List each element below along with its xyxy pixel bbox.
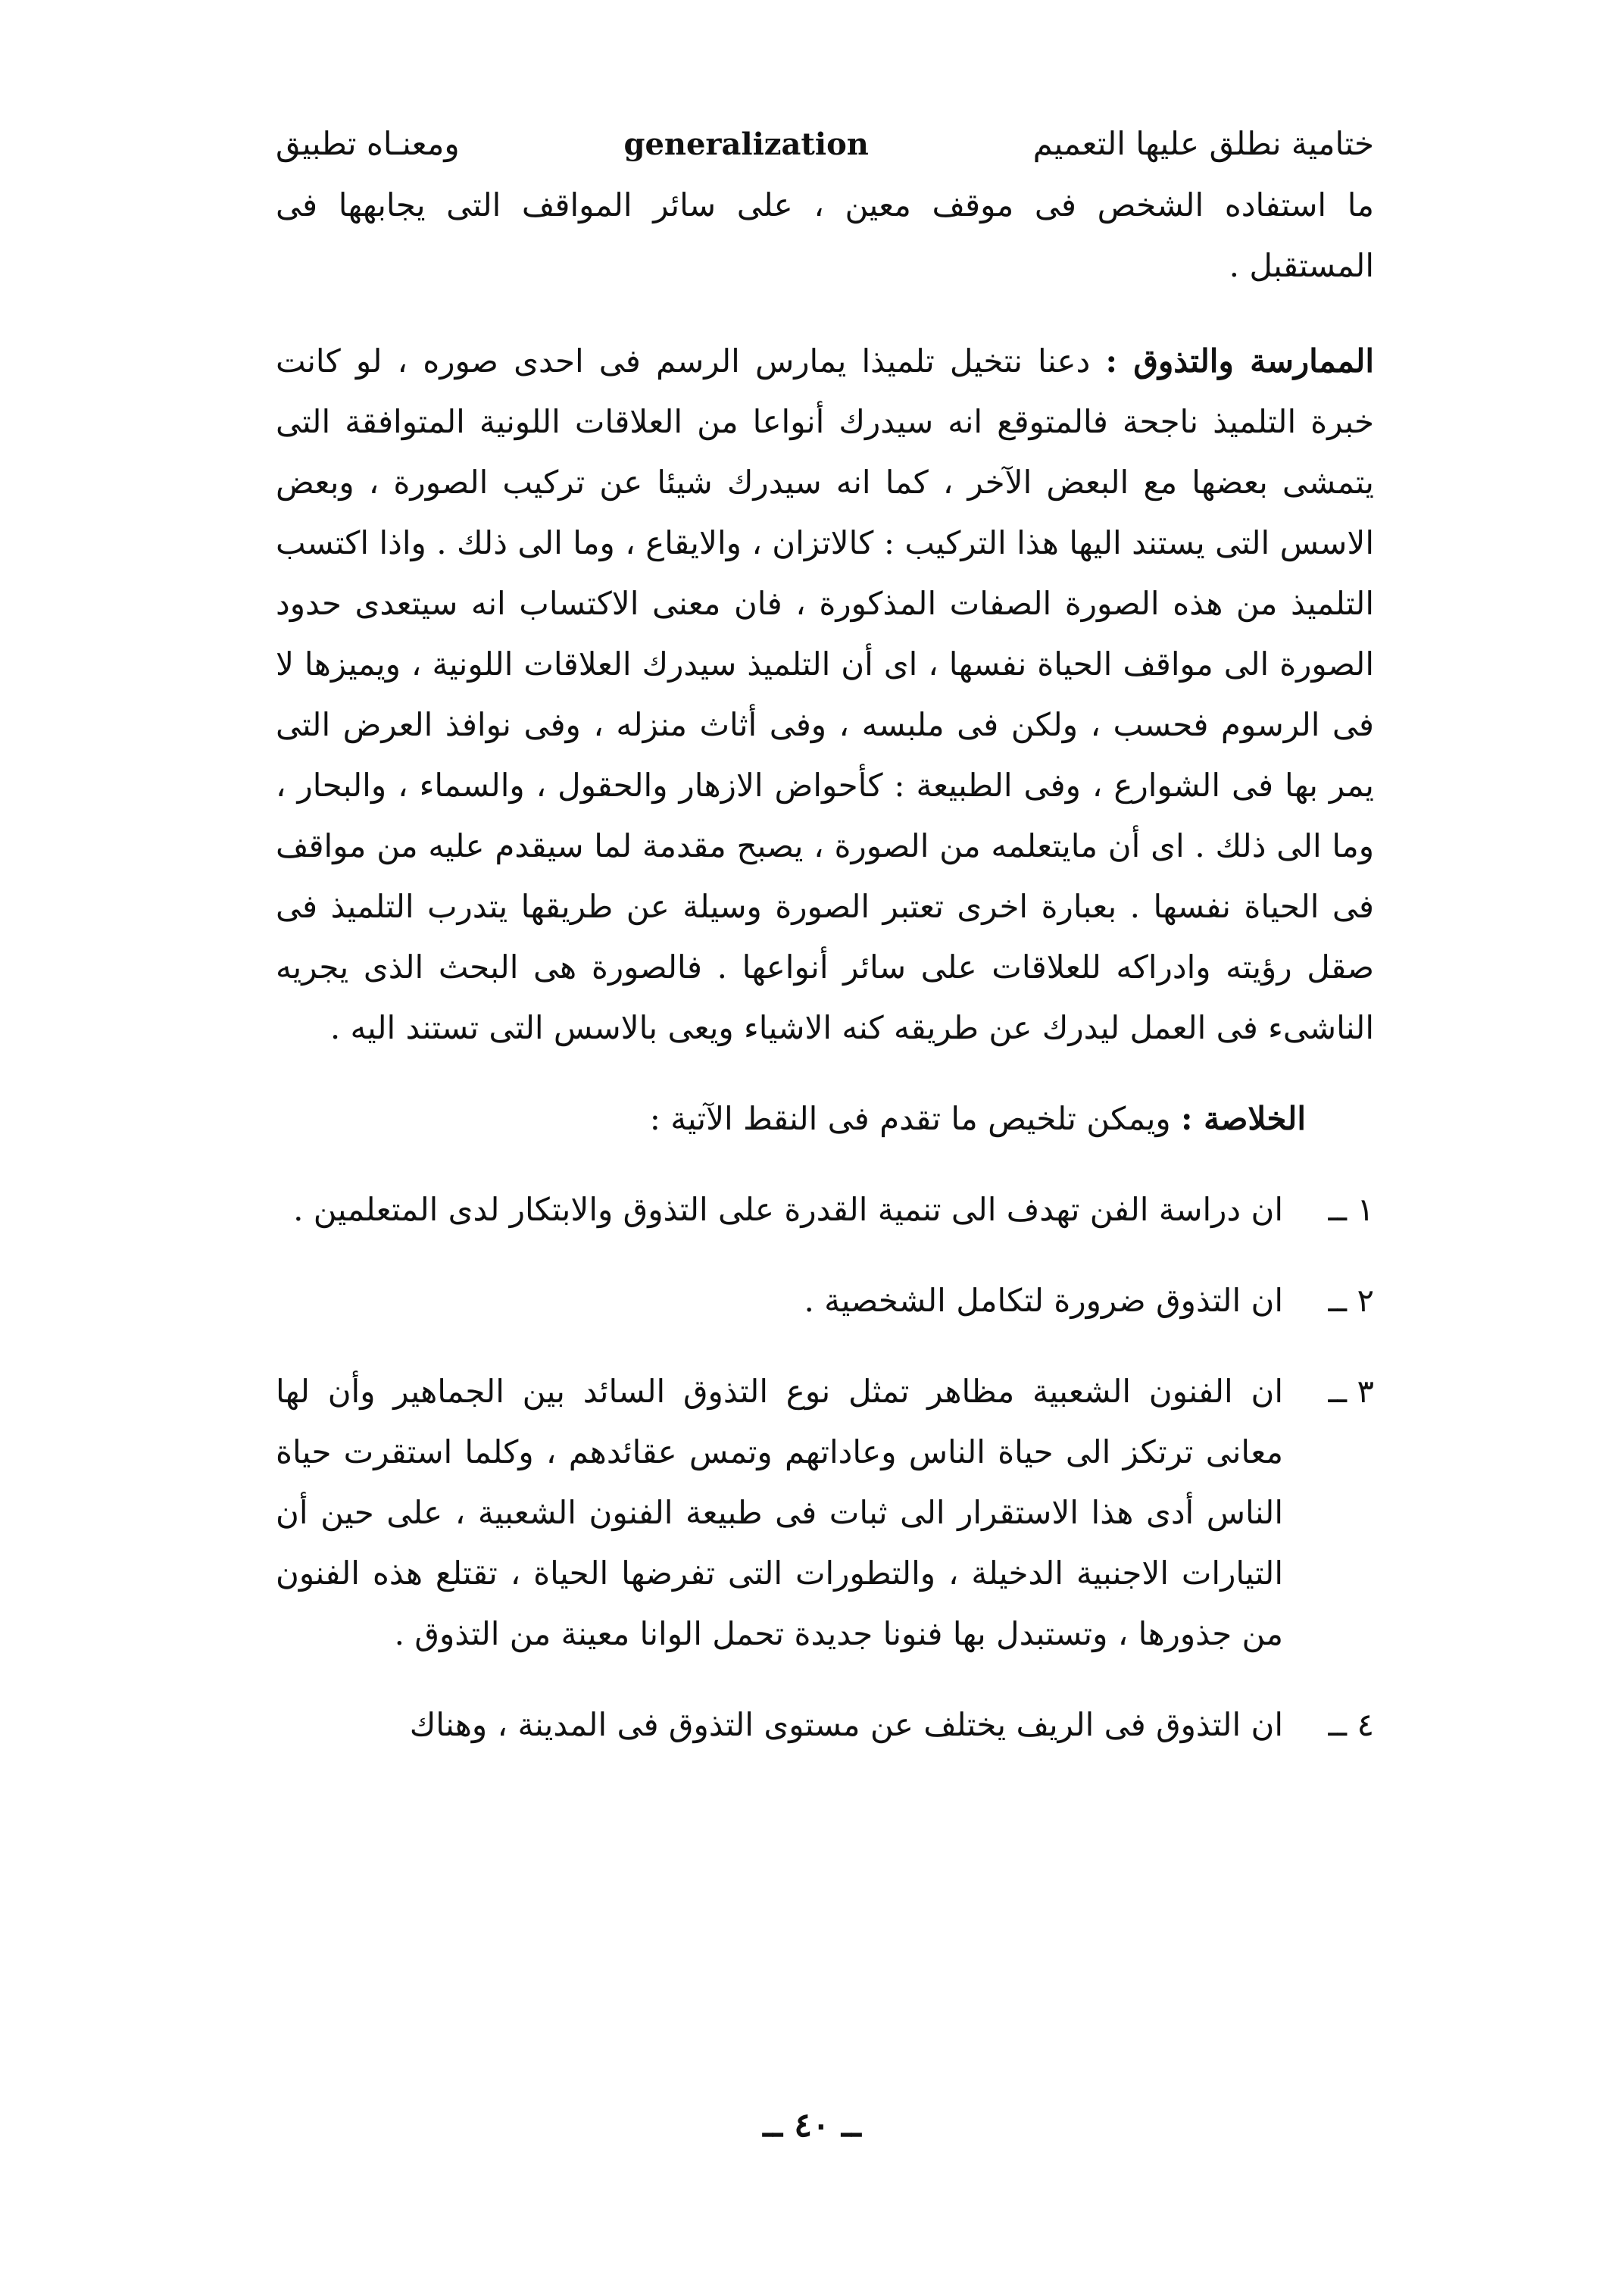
list-item [276, 1361, 1374, 1664]
paragraph-generalization [276, 114, 1374, 296]
list-item [276, 1270, 1374, 1331]
list-item-number: ٣ ــ [1328, 1373, 1374, 1410]
paragraph-continuation: ما استفاده الشخص فى موقف معين ، على سائر المواقف التى يجابهها فى المستقبل . [276, 186, 1374, 284]
list-item-number: ٢ ــ [1328, 1282, 1374, 1319]
summary-intro-text: ويمكن تلخيص ما تقدم فى النقط الآتية : [649, 1100, 1171, 1137]
list-item-number: ١ ــ [1328, 1191, 1374, 1228]
paragraph-first-line [276, 114, 1374, 175]
paragraph-practice-and-taste [276, 331, 1374, 1058]
first-line-end-text: ومعنـاه تطبيق [276, 125, 460, 162]
list-item [276, 1695, 1374, 1755]
list-item-number: ٤ ــ [1328, 1706, 1374, 1743]
page-content [276, 114, 1374, 1786]
practice-heading: الممارسة والتذوق : [1105, 342, 1374, 380]
list-item-text: ان دراسة الفن تهدف الى تنمية القدرة على التذوق والابتكار لدى المتعلمين . [293, 1191, 1283, 1228]
page-number: ــ ٤٠ ــ [763, 2106, 861, 2145]
list-item-text: ان التذوق ضرورة لتكامل الشخصية . [804, 1282, 1283, 1319]
list-item-text: ان التذوق فى الريف يختلف عن مستوى التذوق فى المدينة ، وهناك [409, 1706, 1283, 1743]
summary-list [276, 1180, 1374, 1755]
list-item-text: ان الفنون الشعبية مظاهر تمثل نوع التذوق السائد بين الجماهير وأن لها معانى ترتكز الى حياة الناس وعاداتهم وتمس عقائدهم ، وكلما استقرت حياة الناس أدى هذا الاستقرار الى ثبات فى طبيعة الفنون الشعبية ، على حين أن التيارات الاجنبية الدخيلة ، والتطورات التى تفرضها الحياة ، تقتلع هذه الفنون من جذورها ، وتستبدل بها فنونا جديدة تحمل الوانا معينة من التذوق . [276, 1373, 1283, 1652]
english-term: generalization [623, 127, 869, 162]
practice-body: دعنا نتخيل تلميذا يمارس الرسم فى احدى صوره ، لو كانت خبرة التلميذ ناجحة فالمتوقع انه سيدرك أنواعا من العلاقات اللونية المتوافقة التى يتمشى بعضها مع البعض الآخر ، كما انه سيدرك شيئا عن تركيب الصورة ، وبعض الاسس التى يستند اليها هذا التركيب : كالاتزان ، والايقاع ، وما الى ذلك . واذا اكتسب التلميذ من هذه الصورة الصفات المذكورة ، فان معنى الاكتساب انه سيتعدى حدود الصورة الى مواقف الحياة نفسها ، اى أن التلميذ سيدرك العلاقات اللونية ، ويميزها لا فى الرسوم فحسب ، ولكن فى ملبسه ، وفى أثاث منزله ، وفى نوافذ العرض التى يمر بها فى الشوارع ، وفى الطبيعة : كأحواض الازهار والحقول ، والسماء ، والبحار ، وما الى ذلك . اى أن مايتعلمه من الصورة ، يصبح مقدمة لما سيقدم عليه من مواقف فى الحياة نفسها . بعبارة اخرى تعتبر الصورة وسيلة عن طريقها يتدرب التلميذ فى صقل رؤيته وادراكه للعلاقات على سائر أنواعها . فالصورة هى البحث الذى يجريه الناشىء فى العمل ليدرك عن طريقه كنه الاشياء ويعى بالاسس التى تستند اليه . [276, 342, 1374, 1046]
first-line-start-text: ختامية نطلق عليها التعميم [1032, 125, 1374, 162]
list-item [276, 1180, 1374, 1240]
summary-intro [276, 1089, 1306, 1149]
summary-heading: الخلاصة : [1181, 1100, 1306, 1137]
